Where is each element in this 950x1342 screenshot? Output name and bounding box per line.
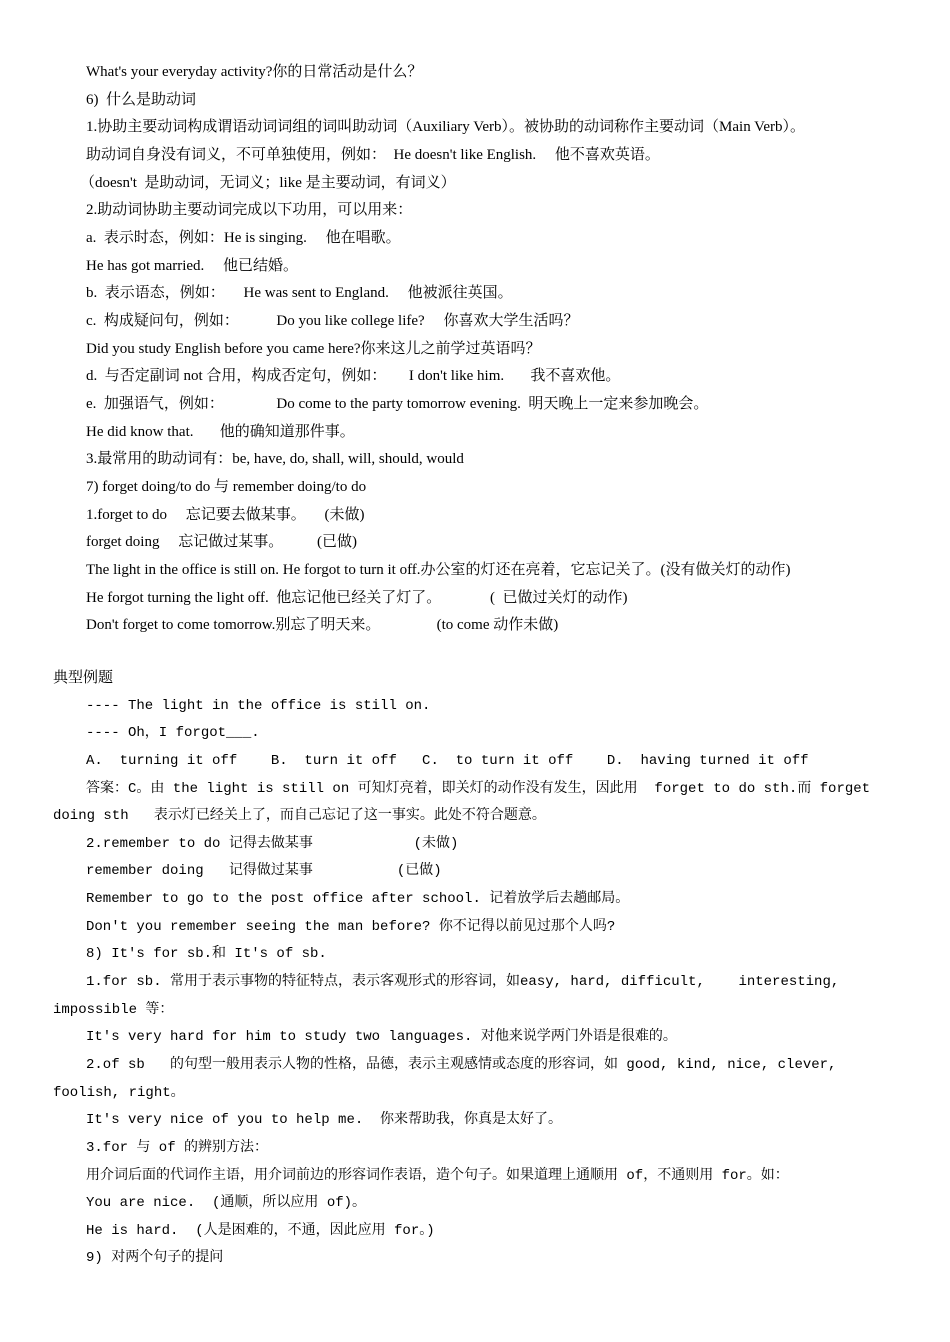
- para-p2-12: It's very hard for him to study two languages. 对他来说学两门外语是很难的。: [86, 1029, 677, 1045]
- para-p1-19: He forgot turning the light off. 他忘记他已经关了灯了。 ( 已做过关灯的动作): [86, 590, 628, 606]
- heading-two-sentences: 9) 对两个句子的提问: [86, 1250, 224, 1266]
- para-p1-3: 助动词自身没有词义，不可单独使用，例如： He doesn't like English. 他不喜欢英语。: [86, 147, 660, 163]
- para-p1-11: d. 与否定副词 not 合用，构成否定句，例如： I don't like him. 我不喜欢他。: [86, 368, 621, 384]
- para-p1-20: Don't forget to come tomorrow.别忘了明天来。 (to come 动作未做): [86, 617, 559, 633]
- para-p2-17: 用介词后面的代词作主语，用介词前边的形容词作表语，造个句子。如果道理上通顺用 of，不通则用 for。如：: [86, 1168, 789, 1184]
- para-p2-13: 2.of sb 的句型一般用表示人物的性格，品德，表示主观感情或态度的形容词，如 good, kind, nice, clever,: [86, 1057, 837, 1073]
- para-p2-3: 答案：C。由 the light is still on 可知灯亮着，即关灯的动作没有发生，因此用 forget to do sth.而 forget: [86, 781, 871, 797]
- para-p1-2: 1.协助主要动词构成谓语动词词组的词叫助动词（Auxiliary Verb）。被协助的动词称作主要动词（Main Verb）。: [86, 119, 806, 135]
- para-p2-0: ---- The light in the office is still on.: [86, 698, 431, 714]
- para-p1-17: forget doing 忘记做过某事。 (已做): [86, 534, 357, 550]
- section-title: 典型例题: [53, 670, 114, 686]
- para-p2-16: 3.for 与 of 的辨别方法：: [86, 1140, 269, 1156]
- para-p1-12: e. 加强语气，例如： Do come to the party tomorrow evening. 明天晚上一定来参加晚会。: [86, 396, 709, 412]
- heading-forget-remember: 7) forget doing/to do 与 remember doing/to do: [86, 479, 367, 495]
- para-p1-10: Did you study English before you came here?你来这儿之前学过英语吗？: [86, 341, 541, 357]
- para-p2-19: He is hard. (人是困难的，不通，因此应用 for。): [86, 1223, 435, 1239]
- para-p1-0: What's your everyday activity?你的日常活动是什么？: [86, 64, 423, 80]
- para-p1-4: （doesn't 是助动词，无词义；like 是主要动词，有词义）: [80, 175, 456, 191]
- para-p2-18: You are nice. (通顺，所以应用 of)。: [86, 1195, 367, 1211]
- para-p2-8: Don't you remember seeing the man before? 你不记得以前见过那个人吗?: [86, 919, 616, 935]
- para-p2-11: impossible 等：: [53, 1002, 174, 1018]
- heading-auxiliary-verb: 6) 什么是助动词: [86, 92, 196, 108]
- para-p2-1: ---- Oh，I forgot___.: [86, 725, 260, 741]
- para-p1-8: b. 表示语态，例如： He was sent to England. 他被派往英国。: [86, 285, 513, 301]
- para-p1-6: a. 表示时态，例如：He is singing. 他在唱歌。: [86, 230, 401, 246]
- para-p1-18: The light in the office is still on. He forgot to turn it off.办公室的灯还在亮着，它忘记关了。(没有做关灯的动作): [86, 562, 791, 578]
- para-p2-10: 1.for sb. 常用于表示事物的特征特点，表示客观形式的形容词，如easy, hard, difficult, interesting,: [86, 974, 840, 990]
- para-p1-14: 3.最常用的助动词有：be, have, do, shall, will, should, would: [86, 451, 464, 467]
- para-p1-16: 1.forget to do 忘记要去做某事。 (未做): [86, 507, 365, 523]
- para-p2-7: Remember to go to the post office after school. 记着放学后去趟邮局。: [86, 891, 630, 907]
- para-p2-5: 2.remember to do 记得去做某事 (未做): [86, 836, 459, 852]
- para-p2-14: foolish, right。: [53, 1085, 185, 1101]
- heading-for-of: 8) It's for sb.和 It's of sb.: [86, 946, 327, 962]
- para-p2-6: remember doing 记得做过某事 (已做): [86, 863, 442, 879]
- para-p1-7: He has got married. 他已结婚。: [86, 258, 299, 274]
- answer-options: A. turning it off B. turn it off C. to turn it off D. having turned it off: [86, 753, 809, 769]
- para-p1-13: He did know that. 他的确知道那件事。: [86, 424, 355, 440]
- para-p1-9: c. 构成疑问句，例如： Do you like college life? 你喜欢大学生活吗？: [86, 313, 579, 329]
- para-p2-4: doing sth 表示灯已经关上了，而自己忘记了这一事实。此处不符合题意。: [53, 808, 546, 824]
- para-p1-5: 2.助动词协助主要动词完成以下功用，可以用来：: [86, 202, 413, 218]
- para-p2-15: It's very nice of you to help me. 你来帮助我，你真是太好了。: [86, 1112, 563, 1128]
